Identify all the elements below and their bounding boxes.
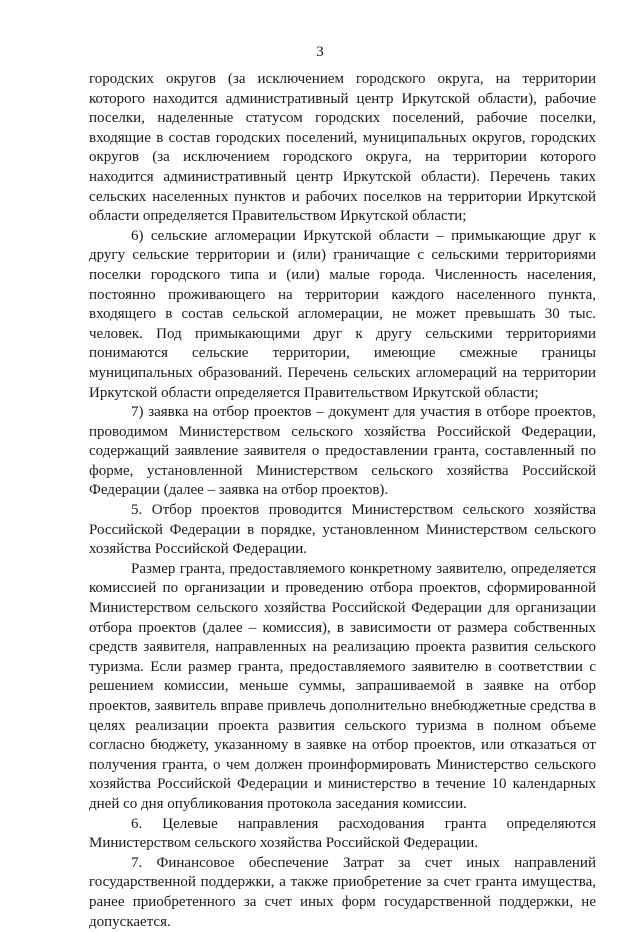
paragraph-section-7: 7. Финансовое обеспечение Затрат за счет иных направлений государственной поддержки, а также приобретение за счет гранта имущества, ранее приобретенного за счет иных форм государственной поддержки, не допускается. bbox=[89, 854, 596, 930]
document-body bbox=[89, 70, 596, 932]
page-number: 3 bbox=[316, 44, 324, 60]
paragraph-continuation: городских округов (за исключением городского округа, на территории которого находится административный центр Иркутской области), рабочие поселки, наделенные статусом городских поселений, рабочие поселки, входящие в состав городских поселений, муниципальных округов, городских округов (за исключением городского округа, на территории которого находится административный центр Иркутской области). Перечень таких сельских населенных пунктов и рабочих поселков на территории Иркутской области определяется Правительством Иркутской области; bbox=[89, 71, 596, 225]
paragraph-item-6: 6) сельские агломерации Иркутской области – примыкающие друг к другу сельские территории и (или) граничащие с сельскими территориями поселки городского типа и (или) малые города. Численность населения, постоянно проживающего на территории каждого населенного пункта, входящего в состав сельской агломерации, не может превышать 30 тыс. человек. Под примыкающими друг к другу сельскими территориями понимаются сельские территории, имеющие смежные границы муниципальных образований. Перечень сельских агломераций на территории Иркутской области определяется Правительством Иркутской области; bbox=[89, 227, 596, 401]
paragraph-grant-size: Размер гранта, предоставляемого конкретному заявителю, определяется комиссией по организации и проведению отбора проектов, сформированной Министерством сельского хозяйства Российской Федерации для организации отбора проектов (далее – комиссия), в зависимости от размера собственных средств заявителя, направленных на реализацию проекта развития сельского туризма. Если размер гранта, предоставляемого заявителю в соответствии с решением комиссии, меньше суммы, запрашиваемой в заявке на отбор проектов, заявитель вправе привлечь дополнительно внебюджетные средства в целях реализации проекта развития сельского туризма в полном объеме согласно бюджету, указанному в заявке на отбор проектов, или отказаться от получения гранта, о чем должен проинформировать Министерство сельского хозяйства Российской Федерации и министерство в течение 10 календарных дней со дня опубликования протокола заседания комиссии. bbox=[89, 560, 596, 812]
paragraph-section-5: 5. Отбор проектов проводится Министерством сельского хозяйства Российской Федерации в порядке, установленном Министерством сельского хозяйства Российской Федерации. bbox=[89, 502, 596, 558]
paragraph-item-7: 7) заявка на отбор проектов – документ для участия в отборе проектов, проводимом Министерством сельского хозяйства Российской Федерации, содержащий заявление заявителя о предоставлении гранта, составленный по форме, установленной Министерством сельского хозяйства Российской Федерации (далее – заявка на отбор проектов). bbox=[89, 404, 596, 499]
paragraph-section-6: 6. Целевые направления расходования гранта определяются Министерством сельского хозяйства Российской Федерации. bbox=[89, 815, 596, 852]
